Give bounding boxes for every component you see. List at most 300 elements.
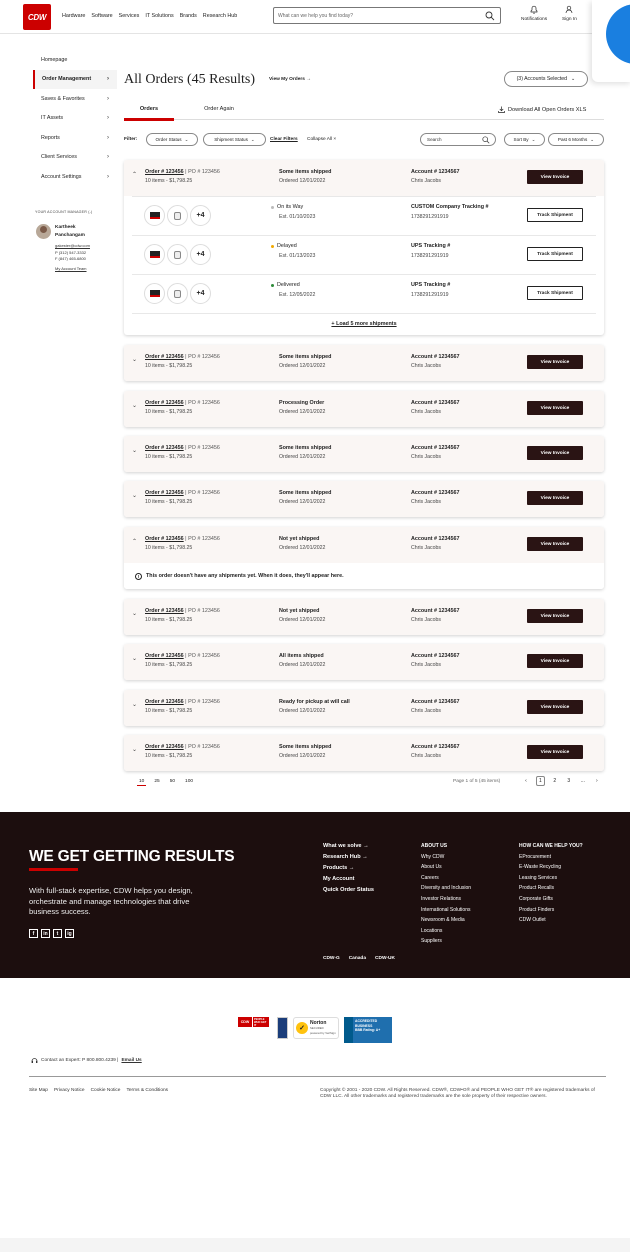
country-links [323,956,395,961]
per-page-option[interactable]: 100 [185,779,194,784]
download-icon [498,106,505,113]
legal-link[interactable]: Cookie Notice [90,1088,121,1093]
account-name: Chris Jacobs [411,753,441,759]
more-products[interactable]: +4 [190,244,211,265]
footer-link[interactable]: Why CDW [421,853,445,860]
footer-link[interactable]: Suppliers [421,938,442,945]
chevron-right-icon: › [107,76,109,83]
footer-link[interactable]: Product Finders [519,906,555,913]
order-items: 10 items - $1,798.25 [145,409,193,415]
shipment-products [144,244,211,265]
account-name: Chris Jacobs [411,409,441,415]
product-thumbnail[interactable] [144,205,165,226]
po-number: | PO # 123456 [183,699,220,705]
page-button[interactable]: 1 [536,776,545,786]
order-number-link[interactable]: Order # 123456 [145,400,184,406]
order-header [124,436,604,472]
order-items: 10 items - $1,798.25 [145,708,193,714]
chevron-down-icon[interactable]: ⌄ [132,357,138,363]
sidebar-item-order-management[interactable] [33,70,117,90]
notifications-label: Notifications [521,17,548,22]
page-bottom-bar [0,1238,630,1252]
social-links [29,929,74,938]
order-status: Some items shipped [279,354,332,360]
view-invoice-button[interactable]: View Invoice [527,537,583,551]
account-manager-heading: YOUR ACCOUNT MANAGER (-) [35,210,93,214]
order-items: 10 items - $1,798.25 [145,662,193,668]
account-name: Chris Jacobs [411,662,441,668]
order-status: Not yet shipped [279,536,320,542]
chevron-right-icon: › [107,134,109,141]
sidebar-item-label: Order Management [42,76,92,83]
user-icon [565,5,573,14]
view-invoice-button[interactable]: View Invoice [527,355,583,369]
shipment-row [132,274,596,313]
no-shipments-message: ! This order doesn't have any shipments yet. When it does, they'll appear here. [124,563,604,589]
active-tab-indicator [124,118,174,121]
bell-icon [530,5,538,14]
page-ellipsis: ... [580,778,585,784]
shipment-estimate: Est. 12/05/2022 [279,292,316,298]
avatar [36,224,51,239]
shipment-status-filter[interactable]: Shipment Status ⌄ [203,133,266,146]
order-status: Some items shipped [279,445,332,451]
order-date: Ordered 12/01/2022 [279,178,326,184]
view-invoice-button[interactable]: View Invoice [527,700,583,714]
shipment-status: Delayed [271,243,297,249]
country-link[interactable]: CDW-G [323,956,340,961]
product-thumbnail[interactable] [144,244,165,265]
order-date: Ordered 12/01/2022 [279,363,326,369]
device-icon [174,290,181,298]
po-number: | PO # 123456 [183,400,220,406]
order-number [145,445,220,451]
account-number: Account # 1234567 [411,169,460,175]
order-number [145,354,220,360]
chevron-down-icon: ⌄ [531,136,536,142]
order-header [124,735,604,771]
chevron-down-icon[interactable]: ⌄ [132,656,138,662]
order-status: Not yet shipped [279,608,320,614]
bbb-seal-icon [344,1017,353,1043]
view-invoice-button[interactable]: View Invoice [527,654,583,668]
chevron-down-icon: ⌄ [184,136,189,142]
order-card [124,690,604,726]
order-card [124,391,604,427]
shipment-status: On its Way [271,204,303,210]
bbb-accredited-badge[interactable] [344,1017,392,1043]
order-status-filter[interactable]: Order Status ⌄ [146,133,198,146]
order-date: Ordered 12/01/2022 [279,753,326,759]
chevron-right-icon: › [107,95,109,102]
order-number [145,699,220,705]
per-page-option[interactable]: 10 [139,779,145,784]
date-range-dropdown[interactable]: Past 6 Months ⌄ [548,133,604,146]
order-items: 10 items - $1,798.25 [145,617,193,623]
order-card [124,345,604,381]
order-date: Ordered 12/01/2022 [279,708,326,714]
order-items: 10 items - $1,798.25 [145,753,193,759]
linkedin-icon[interactable]: in [41,929,50,938]
account-number: Account # 1234567 [411,490,460,496]
order-status: Ready for pickup at will call [279,699,350,705]
sidebar-item-homepage[interactable] [33,50,117,70]
footer-link[interactable]: Product Recalls [519,885,555,892]
footer-link[interactable]: International Solutions [421,906,471,913]
footer-nav [323,841,374,896]
view-invoice-button[interactable]: View Invoice [527,491,583,505]
po-number: | PO # 123456 [183,490,220,496]
facebook-icon[interactable]: f [29,929,38,938]
accounts-selector-label: (3) Accounts Selected [516,76,568,82]
cdw-logo[interactable]: CDW [23,4,51,30]
order-number [145,490,220,496]
download-xls-link[interactable] [498,106,586,113]
order-items: 10 items - $1,798.25 [145,499,193,505]
search-icon[interactable] [485,11,495,21]
view-my-orders-link[interactable]: View My Orders → [269,77,312,82]
footer-link[interactable]: EProcurement [519,853,551,860]
nav-software[interactable]: Software [91,13,113,19]
order-number-link[interactable]: Order # 123456 [145,445,184,451]
info-icon: ! [135,573,142,580]
order-header [124,345,604,381]
product-thumbnail[interactable] [167,205,188,226]
sidebar [33,50,117,187]
order-status: Some items shipped [279,490,332,496]
tracking-number: 1738291291919 [411,214,449,220]
account-number: Account # 1234567 [411,445,460,451]
nav-research-hub[interactable]: Research Hub [202,13,238,19]
signin-label: Sign In [562,17,577,22]
order-items: 10 items - $1,798.25 [145,363,193,369]
footer-column-heading: ABOUT US [421,843,448,849]
sidebar-item-label: IT Assets [41,115,64,122]
order-card [124,481,604,517]
po-number: | PO # 123456 [183,608,220,614]
nav-brands[interactable]: Brands [179,13,197,19]
account-name: Chris Jacobs [411,363,441,369]
order-status: Some items shipped [279,744,332,750]
account-name: Chris Jacobs [411,454,441,460]
product-thumbnail[interactable] [167,283,188,304]
nav-services[interactable]: Services [118,13,140,19]
order-header [124,527,604,563]
chevron-right-icon: › [107,154,109,161]
page-info: Page 1 of 5 (45 items) [453,779,501,784]
order-card [124,527,604,589]
order-items: 10 items - $1,798.25 [145,545,193,551]
order-header [124,391,604,427]
order-date: Ordered 12/01/2022 [279,454,326,460]
chevron-right-icon: › [107,173,109,180]
order-items: 10 items - $1,798.25 [145,454,193,460]
chevron-down-icon[interactable]: ⌄ [132,403,138,409]
account-manager-fax: F (847) 465-6800 [55,256,86,261]
laptop-icon [150,290,160,297]
headset-icon [31,1057,38,1064]
pga-tour-badge[interactable] [277,1017,288,1039]
order-number-link[interactable]: Order # 123456 [145,354,184,360]
chevron-down-icon[interactable]: ⌄ [132,747,138,753]
device-icon [174,212,181,220]
footer-link[interactable]: My Account [323,876,355,882]
more-products[interactable]: +4 [190,283,211,304]
po-number: | PO # 123456 [183,536,220,542]
order-number-link[interactable]: Order # 123456 [145,699,184,705]
chevron-down-icon[interactable]: ⌄ [132,611,138,617]
order-number [145,400,220,406]
chevron-right-icon[interactable]: › [595,778,598,784]
legal-links [29,1088,168,1093]
order-status: Processing Order [279,400,325,406]
order-header [124,690,604,726]
sidebar-item-label: Account Settings [41,173,82,180]
footer-tagline: WE GET GETTING RESULTS [29,848,235,865]
order-number [145,169,220,175]
load-more-shipments[interactable]: + Load 5 more shipments [132,313,596,333]
view-invoice-button[interactable]: View Invoice [527,745,583,759]
instagram-icon[interactable]: ig [65,929,74,938]
sidebar-item-saves-favorites[interactable] [33,89,117,109]
shipment-estimate: Est. 01/13/2023 [279,253,316,259]
people-who-get-it-badge[interactable] [238,1017,272,1039]
contact-phone: Contact an Expert: P 800.800.4239 | [41,1058,119,1063]
track-shipment-button[interactable]: Track Shipment [527,208,583,222]
po-number: | PO # 123456 [183,169,220,175]
order-number [145,653,220,659]
shipment-row [132,235,596,274]
laptop-icon [150,251,160,258]
filter-label: Filter: [124,137,138,142]
po-number: | PO # 123456 [183,653,220,659]
tracking-number: 1738291291919 [411,253,449,259]
per-page-option[interactable]: 25 [154,779,160,784]
norton-secured-badge[interactable] [293,1017,339,1039]
po-number: | PO # 123456 [183,744,220,750]
footer-link[interactable]: Careers [421,874,439,881]
per-page-selector [137,778,195,786]
sort-by-dropdown[interactable]: Sort By ⌄ [504,133,545,146]
sidebar-item-account-settings[interactable] [33,167,117,187]
chevron-left-icon[interactable]: ‹ [525,778,527,784]
chevron-up-icon[interactable]: ⌃ [132,172,138,178]
collapse-all-button[interactable]: Collapse All × [307,137,337,142]
order-status: Some items shipped [279,169,332,175]
product-thumbnail[interactable] [167,244,188,265]
chevron-down-icon: ⌄ [590,136,595,142]
order-date: Ordered 12/01/2022 [279,545,326,551]
view-invoice-button[interactable]: View Invoice [527,446,583,460]
order-number [145,536,220,542]
order-search-placeholder: Search [427,137,442,142]
footer-link[interactable]: Diversity and Inclusion [421,885,472,892]
order-card [124,735,604,771]
status-dot-icon [271,245,274,248]
norton-label: Norton SECURED powered by VeriSign [310,1019,336,1035]
per-page-option[interactable]: 50 [169,779,176,784]
footer-link[interactable]: What we solve → [323,843,369,849]
footer-link[interactable]: Investor Relations [421,895,462,902]
order-card [124,160,604,335]
trust-badges [238,1017,392,1043]
shipment-estimate: Est. 01/10/2023 [279,214,316,220]
chevron-down-icon[interactable]: ⌄ [132,702,138,708]
footer-description: With full-stack expertise, CDW helps you design, orchestrate and manage technologies that drive business success. [29,886,193,916]
order-number [145,744,220,750]
tab-order-again[interactable]: Order Again [204,106,234,112]
tracking-number: 1738291291919 [411,292,449,298]
badge-text: PEOPLE WHO GET IT [253,1017,269,1027]
chevron-up-icon[interactable]: ⌃ [132,539,138,545]
footer-link[interactable]: Corporate Gifts [519,895,553,902]
sidebar-item-label: Homepage [41,56,68,63]
site-footer [0,812,630,978]
sidebar-item-label: Client Services [41,154,77,161]
clear-filters-link[interactable]: Clear Filters [270,137,298,142]
page-title: All Orders (45 Results) [124,72,256,87]
my-account-team-link[interactable]: My Account Team [55,266,87,271]
sidebar-item-client-services[interactable] [33,148,117,168]
nav-it-solutions[interactable]: IT Solutions [145,13,174,19]
view-invoice-button[interactable]: View Invoice [527,401,583,415]
chevron-down-icon: ⌄ [250,136,255,142]
account-manager-email[interactable]: gakester@cdw.com [55,243,90,248]
more-products[interactable]: +4 [190,205,211,226]
view-invoice-button[interactable]: View Invoice [527,609,583,623]
notifications-button[interactable] [521,5,547,22]
accounts-selector[interactable] [504,71,588,87]
footer-link[interactable]: Newsroom & Media [421,917,465,924]
country-link[interactable]: Canada [348,956,367,961]
legal-link[interactable]: Terms & Conditions [126,1088,169,1093]
footer-link[interactable]: Products → [323,865,355,871]
account-manager-name: Kartheek Panchangam [55,225,85,238]
signin-button[interactable] [562,5,577,22]
sidebar-item-label: Reports [41,134,60,141]
account-number: Account # 1234567 [411,608,460,614]
site-search [273,7,501,24]
pagination [522,776,601,786]
track-shipment-button[interactable]: Track Shipment [527,286,583,300]
order-date: Ordered 12/01/2022 [279,617,326,623]
order-search[interactable] [420,133,496,146]
account-number: Account # 1234567 [411,354,460,360]
info-icon[interactable]: (-) [88,210,93,214]
sidebar-item-it-assets[interactable] [33,109,117,129]
tab-orders[interactable]: Orders [139,106,159,112]
site-header [0,0,630,34]
tracking-carrier: UPS Tracking # [411,243,451,249]
footer-link[interactable]: Quick Order Status [323,887,374,893]
order-items: 10 items - $1,798.25 [145,178,193,184]
page-button[interactable]: 2 [553,778,557,784]
filter-bar [124,133,604,147]
product-thumbnail[interactable] [144,283,165,304]
account-name: Chris Jacobs [411,545,441,551]
account-name: Chris Jacobs [411,708,441,714]
view-invoice-button[interactable]: View Invoice [527,170,583,184]
account-name: Chris Jacobs [411,178,441,184]
order-number-link[interactable]: Order # 123456 [145,608,184,614]
search-icon[interactable] [482,136,490,144]
status-dot-icon [271,284,274,287]
contact-expert [31,1057,142,1064]
order-number-link[interactable]: Order # 123456 [145,536,184,542]
account-name: Chris Jacobs [411,499,441,505]
chevron-right-icon: › [107,115,109,122]
cdw-logo: CDW [238,1017,252,1027]
download-xls-label: Download All Open Orders XLS [508,106,587,113]
shipment-row [132,196,596,235]
bbb-label: ACCREDITED BUSINESS BBB Rating: A+ [353,1017,392,1043]
footer-link[interactable]: Leasing Services [519,874,558,881]
order-number-link[interactable]: Order # 123456 [145,744,184,750]
legal-link[interactable]: Privacy Notice [53,1088,85,1093]
tracking-carrier: CUSTOM Company Tracking # [411,204,489,210]
footer-link[interactable]: Research Hub → [323,854,368,860]
email-us-link[interactable]: Email Us [121,1058,142,1063]
account-name: Chris Jacobs [411,617,441,623]
chevron-down-icon[interactable]: ⌄ [132,493,138,499]
account-number: Account # 1234567 [411,536,460,542]
order-header [124,644,604,680]
account-number: Account # 1234567 [411,653,460,659]
account-number: Account # 1234567 [411,744,460,750]
country-link[interactable]: CDW-UK [375,956,395,961]
order-header [124,481,604,517]
shipment-status: Delivered [271,282,300,288]
order-number-link[interactable]: Order # 123456 [145,490,184,496]
po-number: | PO # 123456 [183,354,220,360]
shipment-products [144,283,211,304]
legal-link[interactable]: Site Map [29,1088,48,1093]
divider [29,1076,606,1077]
order-number-link[interactable]: Order # 123456 [145,653,184,659]
shipment-products [144,205,211,226]
footer-link[interactable]: Locations [421,927,443,934]
order-status: All items shipped [279,653,324,659]
order-header [124,160,604,196]
chevron-down-icon: ⌄ [571,76,576,82]
sidebar-item-label: Saves & Favorites [41,95,85,102]
twitter-icon[interactable]: t [53,929,62,938]
laptop-icon [150,212,160,219]
footer-link[interactable]: CDW Outlet [519,917,546,924]
account-number: Account # 1234567 [411,400,460,406]
order-number [145,608,220,614]
sidebar-item-reports[interactable] [33,128,117,148]
po-number: | PO # 123456 [183,445,220,451]
tracking-carrier: UPS Tracking # [411,282,451,288]
top-nav [62,13,237,19]
footer-column-heading: HOW CAN WE HELP YOU? [519,843,583,849]
nav-hardware[interactable]: Hardware [62,13,86,19]
footer-link[interactable]: E-Waste Recycling [519,864,562,871]
order-number-link[interactable]: Order # 123456 [145,169,184,175]
order-date: Ordered 12/01/2022 [279,662,326,668]
chevron-down-icon[interactable]: ⌄ [132,448,138,454]
footer-link[interactable]: About Us [421,864,442,871]
site-search-input[interactable] [278,11,478,20]
page-button[interactable]: 3 [567,778,571,784]
copyright: Copyright © 2001 - 2020 CDW. All Rights Reserved. CDW®, CDW•G® and PEOPLE WHO GET IT® are registered trademarks of CDW LLC. All other trademarks and registered trademarks are the sole property of their respective owners. [320,1088,595,1099]
track-shipment-button[interactable]: Track Shipment [527,247,583,261]
order-date: Ordered 12/01/2022 [279,409,326,415]
order-card [124,599,604,635]
account-number: Account # 1234567 [411,699,460,705]
account-manager-phone: P (312) 547-3332 [55,250,87,255]
